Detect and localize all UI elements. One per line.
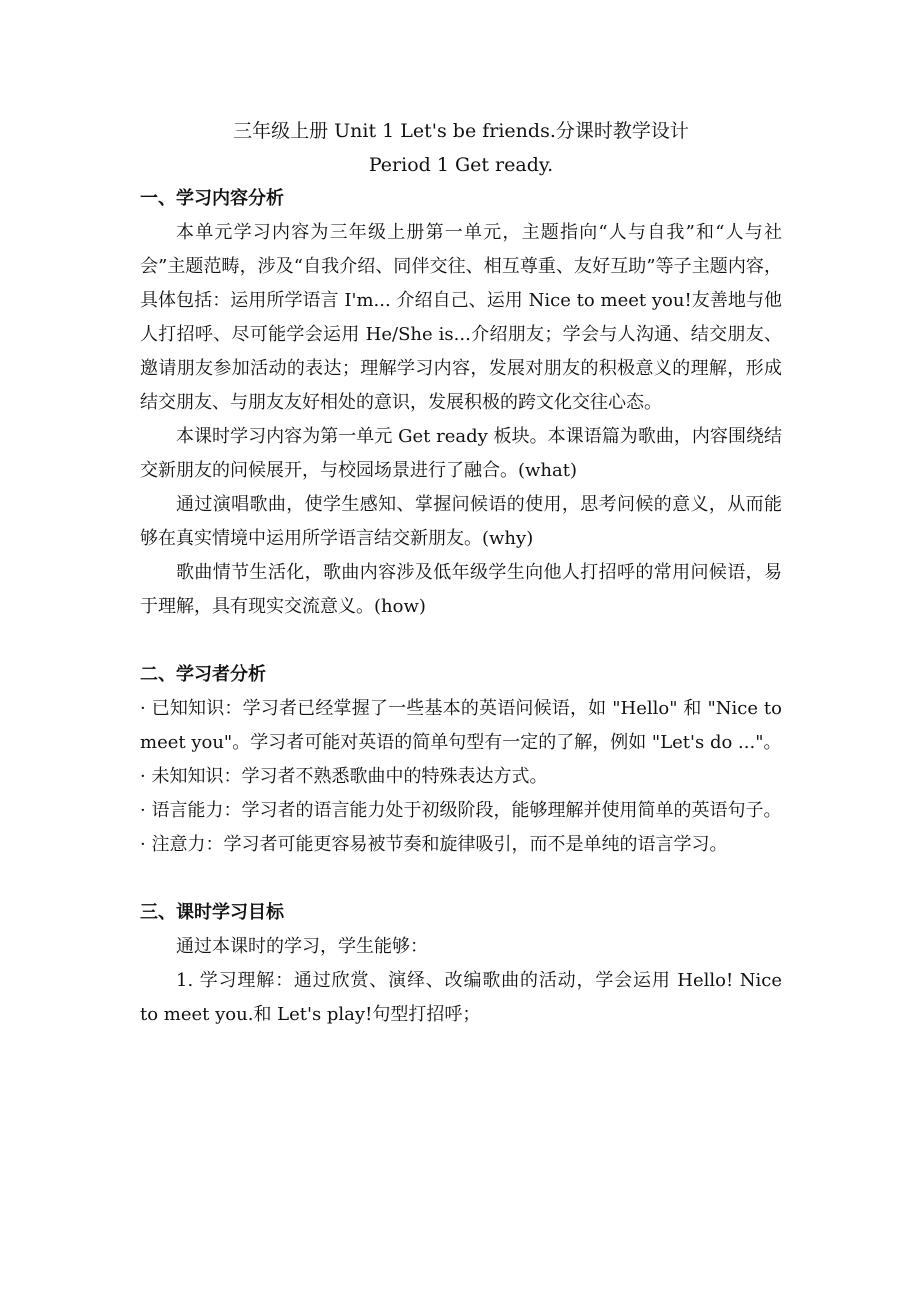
list-item-unknown-knowledge: · 未知知识：学习者不熟悉歌曲中的特殊表达方式。 bbox=[140, 766, 548, 787]
doc-title: 三年级上册 Unit 1 Let's be friends.分课时教学设计 bbox=[233, 120, 689, 142]
spacer bbox=[140, 624, 782, 658]
section-heading-learning-goals: 三、课时学习目标 bbox=[140, 902, 284, 923]
document-body bbox=[140, 114, 782, 1032]
list-item-known-knowledge: · 已知知识：学习者已经掌握了一些基本的英语问候语，如 "Hello" 和 "Nice to meet you"。学习者可能对英语的简单句型有一定的了解，例如 "Let's do ..."。 bbox=[140, 698, 782, 753]
spacer bbox=[140, 862, 782, 896]
paragraph-how: 歌曲情节生活化，歌曲内容涉及低年级学生向他人打招呼的常用问候语，易于理解，具有现实交流意义。(how) bbox=[140, 562, 782, 617]
paragraph-why: 通过演唱歌曲，使学生感知、掌握问候语的使用，思考问候的意义，从而能够在真实情境中运用所学语言结交新朋友。(why) bbox=[140, 494, 782, 549]
paragraph-unit-overview: 本单元学习内容为三年级上册第一单元，主题指向“人与自我”和“人与社会”主题范畴，涉及“自我介绍、同伴交往、相互尊重、友好互助”等子主题内容，具体包括：运用所学语言 I'm... 介绍自己、运用 Nice to meet you!友善地与他人打招呼、尽可能学会运用 He/She is...介绍朋友；学会与人沟通、结交朋友、邀请朋友参加活动的表达；理解学习内容，发展对朋友的积极意义的理解，形成结交朋友、与朋友友好相处的意识，发展积极的跨文化交往心态。 bbox=[140, 222, 782, 413]
goals-intro: 通过本课时的学习，学生能够： bbox=[176, 936, 428, 957]
doc-subtitle: Period 1 Get ready. bbox=[368, 154, 554, 176]
section-heading-content-analysis: 一、学习内容分析 bbox=[140, 188, 284, 209]
list-item-attention: · 注意力：学习者可能更容易被节奏和旋律吸引，而不是单纯的语言学习。 bbox=[140, 834, 728, 855]
section-heading-learner-analysis: 二、学习者分析 bbox=[140, 664, 266, 685]
list-item-language-ability: · 语言能力：学习者的语言能力处于初级阶段，能够理解并使用简单的英语句子。 bbox=[140, 800, 782, 821]
goal-item-1: 1. 学习理解：通过欣赏、演绎、改编歌曲的活动，学会运用 Hello! Nice to meet you.和 Let's play!句型打招呼； bbox=[140, 970, 782, 1025]
paragraph-what: 本课时学习内容为第一单元 Get ready 板块。本课语篇为歌曲，内容围绕结交新朋友的问候展开，与校园场景进行了融合。(what) bbox=[140, 426, 782, 481]
